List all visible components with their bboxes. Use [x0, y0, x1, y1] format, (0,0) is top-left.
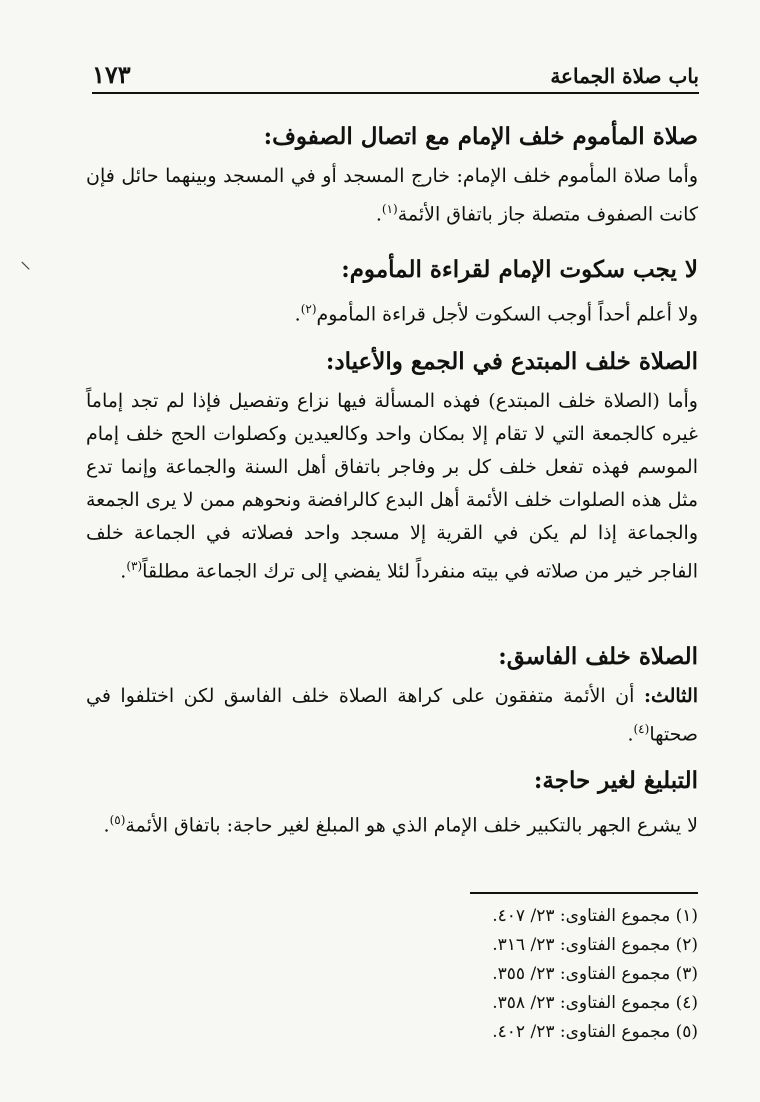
section-4 — [86, 640, 698, 751]
section-body — [86, 804, 698, 842]
period: . — [627, 723, 634, 746]
footnote-item: (٤) مجموع الفتاوى: ٢٣/ ٣٥٨. — [492, 993, 698, 1013]
period: . — [103, 814, 110, 837]
body-text: وأما (الصلاة خلف المبتدع) فهذه المسألة فيها نزاع وتفصيل فإذا لم تجد إماماً غيره كالجمعة التي لا تقام إلا بمكان واحد وكالعيدين وكصلوات الحج خلف إمام الموسم فهذه تفعل خلف كل بر وفاجر باتفاق أهل السنة والجماعة وإنما تدع مثل هذه الصلوات خلف الأئمة أهل البدع كالرافضة ونحوهم ممن لا يرى الجمعة والجماعة إذا لم يكن في القرية إلا مسجد واحد فصلاته في الجماعة خلف الفاجر خير من صلاته في بيته منفرداً لئلا يفضي إلى ترك الجماعة مطلقاً — [86, 390, 698, 583]
section-5 — [86, 764, 698, 842]
footnote-ref: (٥) — [109, 813, 126, 827]
chapter-title: باب صلاة الجماعة — [550, 64, 699, 88]
section-heading: صلاة المأموم خلف الإمام مع اتصال الصفوف: — [263, 123, 698, 150]
lead-word: الثالث: — [643, 685, 698, 707]
period: . — [120, 560, 127, 583]
body-text: ولا أعلم أحداً أوجب السكوت لأجل قراءة المأموم — [316, 303, 698, 326]
page-number: ١٧٣ — [92, 60, 131, 89]
period: . — [375, 203, 382, 226]
section-2 — [86, 253, 698, 331]
footnote-item: (٥) مجموع الفتاوى: ٢٣/ ٤٠٢. — [492, 1022, 698, 1042]
footnote-item: (١) مجموع الفتاوى: ٢٣/ ٤٠٧. — [492, 906, 698, 926]
section-3 — [86, 345, 698, 588]
footnotes — [438, 902, 698, 1047]
section-heading: الصلاة خلف الفاسق: — [498, 643, 698, 670]
section-body — [86, 385, 698, 588]
section-body — [86, 160, 698, 231]
footnote-item: (٣) مجموع الفتاوى: ٢٣/ ٣٥٥. — [492, 964, 698, 984]
section-1 — [86, 120, 698, 231]
section-heading: الصلاة خلف المبتدع في الجمع والأعياد: — [325, 348, 698, 375]
footnote-ref: (٤) — [633, 722, 650, 736]
footnote-ref: (٢) — [300, 302, 317, 316]
body-text: وأما صلاة المأموم خلف الإمام: خارج المسجد أو في المسجد وبينهما حائل فإن كانت الصفوف متصلة جاز باتفاق الأئمة — [86, 165, 698, 226]
section-heading: التبليغ لغير حاجة: — [533, 767, 698, 794]
footnote-ref: (٣) — [126, 559, 143, 573]
body-text: لا يشرع الجهر بالتكبير خلف الإمام الذي هو المبلغ لغير حاجة: باتفاق الأئمة — [125, 814, 698, 837]
footnote-ref: (١) — [381, 202, 398, 216]
margin-mark-icon: ⸜ — [20, 249, 32, 274]
running-header — [92, 58, 699, 94]
section-heading: لا يجب سكوت الإمام لقراءة المأموم: — [341, 256, 698, 283]
footnote-item: (٢) مجموع الفتاوى: ٢٣/ ٣١٦. — [492, 935, 698, 955]
period: . — [294, 303, 301, 326]
footnote-divider — [470, 892, 698, 894]
section-body — [86, 680, 698, 751]
section-body — [86, 293, 698, 331]
body-text: أن الأئمة متفقون على كراهة الصلاة خلف الفاسق لكن اختلفوا في صحتها — [86, 685, 698, 746]
